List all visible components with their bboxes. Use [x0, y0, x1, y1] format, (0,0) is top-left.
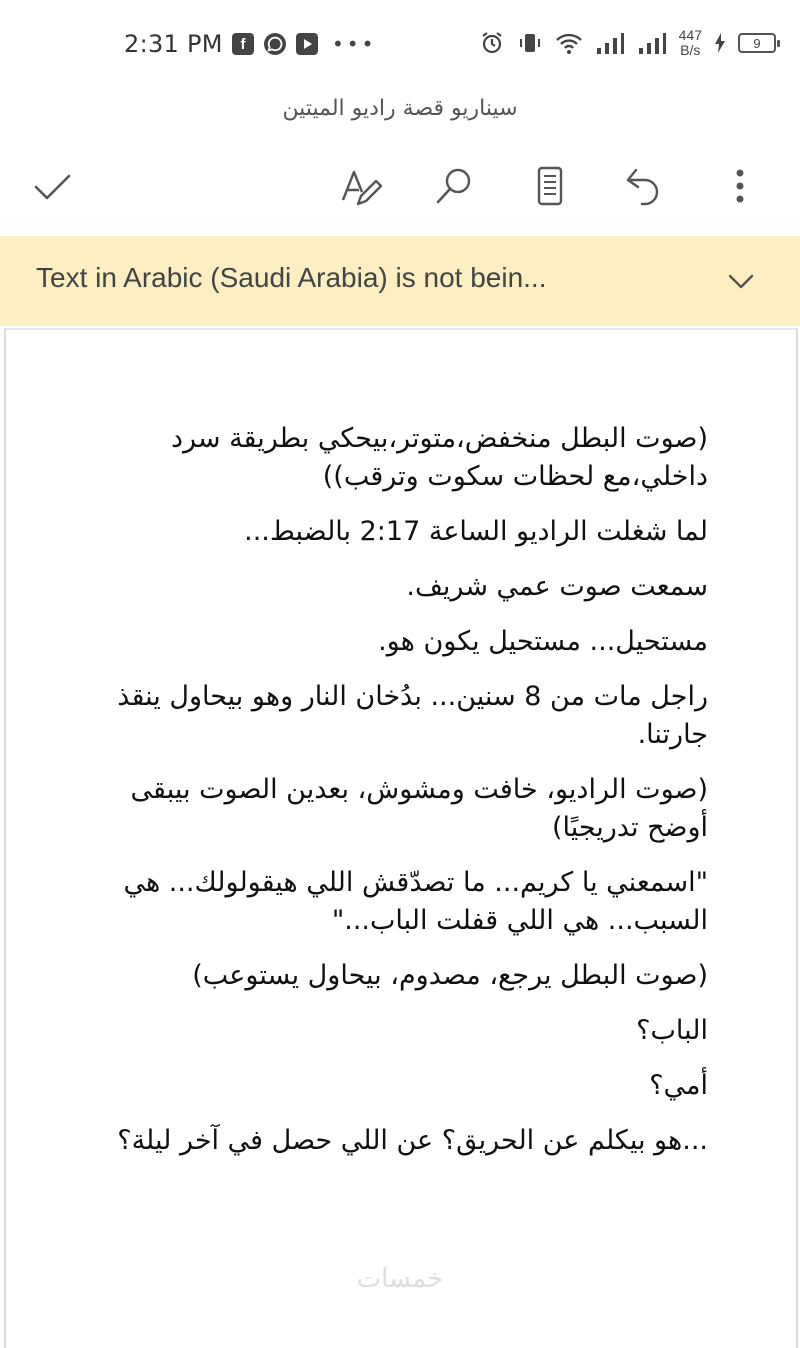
paragraph: ...هو بيكلم عن الحريق؟ عن اللي حصل في آخر ليلة؟	[117, 1125, 708, 1156]
status-time: 2:31 PM	[124, 30, 223, 58]
system-indicators	[479, 28, 776, 58]
status-bar	[0, 0, 800, 88]
youtube-icon	[296, 33, 318, 55]
paragraph: الباب؟	[636, 1015, 708, 1046]
document-page[interactable]	[4, 328, 798, 1348]
battery-level: 9	[753, 35, 761, 51]
text-format-pen-icon	[338, 164, 382, 208]
paragraph: مستحيل... مستحيل يكون هو.	[378, 626, 708, 657]
search-icon	[432, 164, 476, 208]
chevron-down-icon[interactable]	[726, 266, 756, 296]
document-view-icon	[528, 164, 572, 208]
signal-icon	[595, 30, 625, 56]
paragraph: (صوت الراديو، خافت ومشوش، بعدين الصوت بيبقى أوضح تدريجيًا)	[130, 774, 708, 843]
search-button[interactable]	[430, 162, 478, 210]
undo-icon	[622, 164, 666, 208]
signal-icon-2	[637, 30, 667, 56]
notice-text: Text in Arabic (Saudi Arabia) is not bein...	[36, 262, 547, 293]
proofing-language-notice[interactable]	[0, 236, 800, 326]
network-speed	[679, 28, 702, 58]
wifi-icon	[555, 30, 583, 56]
paragraph: أمي؟	[649, 1070, 708, 1101]
network-speed-value: 447	[678, 27, 702, 43]
document-title: سيناريو قصة راديو الميتين	[282, 96, 518, 121]
format-button[interactable]	[336, 162, 384, 210]
paragraph: "اسمعني يا كريم... ما تصدّقش اللي هيقولولك... هي السبب... هي اللي قفلت الباب..."	[123, 867, 708, 936]
battery-icon	[738, 33, 776, 53]
paragraph: لما شغلت الراديو الساعة 2:17 بالضبط...	[244, 516, 708, 547]
vibrate-icon	[517, 30, 543, 56]
checkmark-icon	[30, 164, 74, 208]
document-body[interactable]	[98, 420, 708, 1177]
whatsapp-icon	[264, 33, 286, 55]
paragraph: سمعت صوت عمي شريف.	[406, 571, 708, 602]
watermark: خمسات	[356, 1264, 444, 1294]
paragraph: (صوت البطل منخفض،متوتر،بيحكي بطريقة سرد داخلي،مع لحظات سكوت وترقب))	[170, 423, 708, 492]
more-vertical-icon	[718, 164, 762, 208]
paragraph: (صوت البطل يرجع، مصدوم، بيحاول يستوعب)	[192, 960, 708, 991]
paragraph: راجل مات من 8 سنين... بدُخان النار وهو بيحاول ينقذ جارتنا.	[117, 681, 708, 750]
notification-icons	[232, 32, 376, 56]
done-button[interactable]	[28, 162, 76, 210]
more-options-button[interactable]	[716, 162, 764, 210]
charging-icon	[714, 32, 726, 54]
network-speed-unit: B/s	[680, 42, 701, 58]
facebook-icon: f	[232, 33, 254, 55]
alarm-icon	[479, 30, 505, 56]
more-notifications-icon: •••	[332, 32, 377, 56]
editor-toolbar	[0, 140, 800, 232]
reading-view-button[interactable]	[526, 162, 574, 210]
undo-button[interactable]	[620, 162, 668, 210]
